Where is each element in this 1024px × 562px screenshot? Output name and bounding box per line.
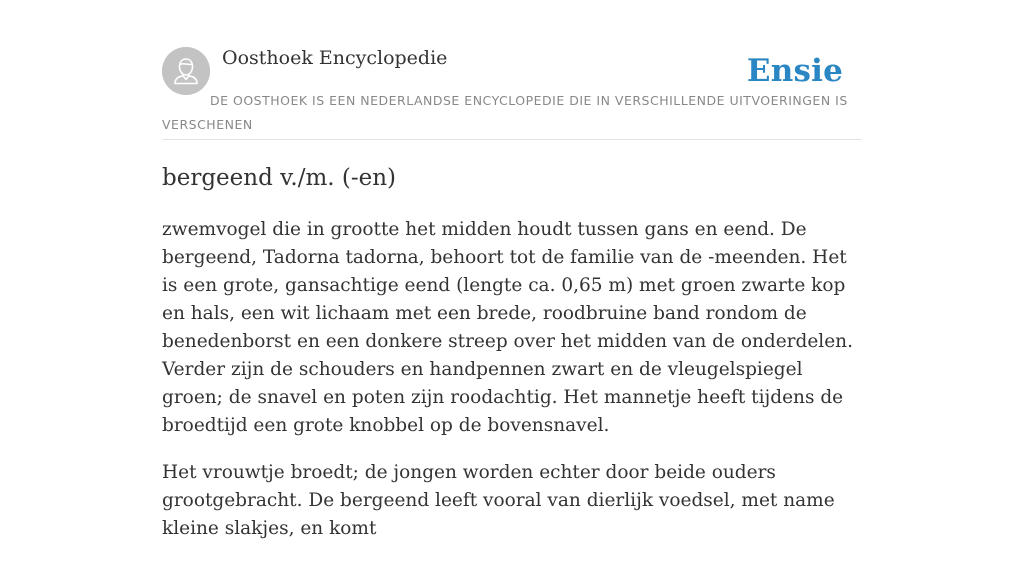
source-header xyxy=(162,46,862,140)
entry-body xyxy=(162,216,862,562)
source-name[interactable]: Oosthoek Encyclopedie xyxy=(222,47,448,69)
entry-paragraph: zwemvogel die in grootte het midden houdt tussen gans en eend. De bergeend, Tadorna tadorna, behoort tot de familie van de -meenden. Het is een grote, gansachtige eend (lengte ca. 0,65 m) met groen zwarte kop en hals, een wit lichaam met een brede, roodbruine band rondom de benedenborst en een donkere streep over het midden van de onderdelen. Verder zijn de schouders en handpennen zwart en de vleugelspiegel groen; de snavel en poten zijn roodachtig. Het mannetje heeft tijdens de broedtijd een grote knobbel op de bovensnavel. xyxy=(162,219,853,436)
entry-title: bergeend v./m. (-en) xyxy=(162,165,397,191)
source-description: DE OOSTHOEK IS EEN NEDERLANDSE ENCYCLOPEDIE DIE IN VERSCHILLENDE UITVOERINGEN IS VERSCHENEN xyxy=(162,93,848,132)
ensie-logo[interactable]: Ensie xyxy=(746,53,843,89)
avatar[interactable] xyxy=(162,47,210,95)
entry-paragraph: Het vrouwtje broedt; de jongen worden echter door beide ouders grootgebracht. De bergeend leeft vooral van dierlijk voedsel, met name kleine slakjes, en komt xyxy=(162,462,835,539)
user-icon xyxy=(162,47,210,95)
